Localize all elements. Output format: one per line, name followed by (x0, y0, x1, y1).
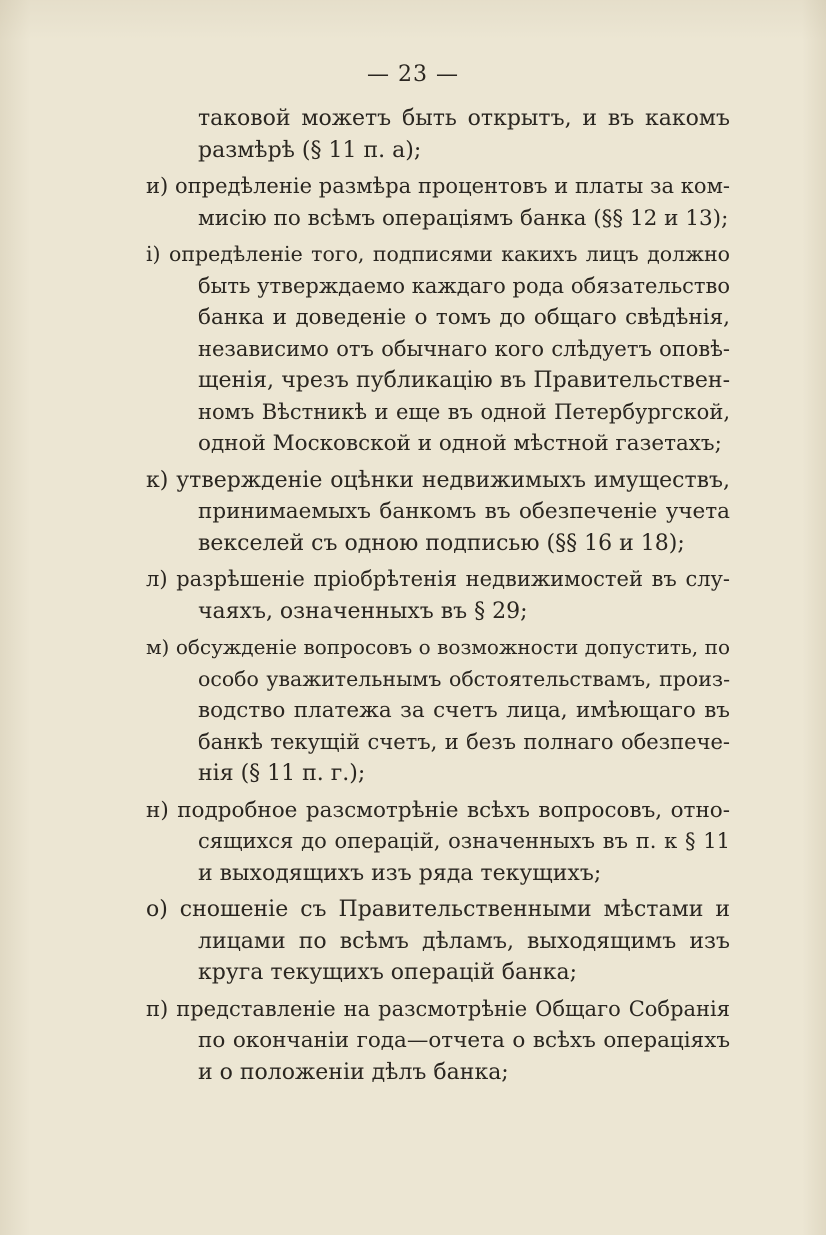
text-line: независимо отъ обычнаго кого слѣдуетъ оповѣ- (198, 336, 730, 361)
text-line: и) опредѣленіе размѣра процентовъ и платы за ком- (146, 174, 730, 198)
text-line: мисію по всѣмъ операціямъ банка (§§ 12 и 13); (198, 205, 729, 231)
text-line: нія (§ 11 п. г.); (198, 761, 366, 786)
text-line: векселей съ одною подписью (§§ 16 и 18); (198, 530, 685, 556)
text-line: номъ Вѣстникѣ и еще въ одной Петербургской, (198, 399, 730, 424)
text-line: особо уважительнымъ обстоятельствамъ, произ- (198, 666, 730, 691)
text-line: сящихся до операцій, означенныхъ въ п. к § 11 (198, 829, 730, 853)
text-line: принимаемыхъ банкомъ въ обезпеченіе учета (198, 499, 730, 524)
text-line: и выходящихъ изъ ряда текущихъ; (198, 860, 602, 886)
text-line: банка и доведеніе о томъ до общаго свѣдѣнія, (198, 305, 730, 330)
text-line: круга текущихъ операцій банка; (198, 960, 578, 985)
text-line: п) представленіе на разсмотрѣніе Общаго Собранія (146, 996, 730, 1021)
text-line: таковой можетъ быть открытъ, и въ какомъ (198, 106, 730, 131)
text-line: л) разрѣшеніе пріобрѣтенія недвижимостей въ слу- (146, 567, 730, 591)
text-line: о) сношеніе съ Правительственными мѣстами и (146, 897, 730, 922)
text-line: и о положеніи дѣлъ банка; (198, 1059, 509, 1085)
text-line: чаяхъ, означенныхъ въ § 29; (198, 598, 528, 624)
text-line: лицами по всѣмъ дѣламъ, выходящимъ изъ (198, 928, 730, 954)
text-line: н) подробное разсмотрѣніе всѣхъ вопросовъ, отно- (146, 797, 730, 823)
text-line: і) опредѣленіе того, подписями какихъ лицъ должно (146, 242, 730, 266)
text-line: м) обсужденіе вопросовъ о возможности допустить, по (146, 635, 730, 659)
body-text (146, 103, 730, 1088)
text-line: к) утвержденіе оцѣнки недвижимыхъ имуществъ, (146, 467, 730, 493)
text-line: щенія, чрезъ публикацію въ Правительствен- (198, 368, 730, 393)
text-line: водство платежа за счетъ лица, имѣющаго въ (198, 698, 730, 723)
text-line: по окончаніи года—отчета о всѣхъ операціяхъ (198, 1028, 730, 1053)
text-line: размѣрѣ (§ 11 п. а); (198, 137, 422, 163)
text-line: банкѣ текущій счетъ, и безъ полнаго обезпече- (198, 729, 730, 754)
text-line: одной Московской и одной мѣстной газетахъ; (198, 431, 722, 456)
text-line: быть утверждаемо каждаго рода обязательство (198, 273, 730, 298)
page-number: — 23 — (367, 62, 459, 87)
